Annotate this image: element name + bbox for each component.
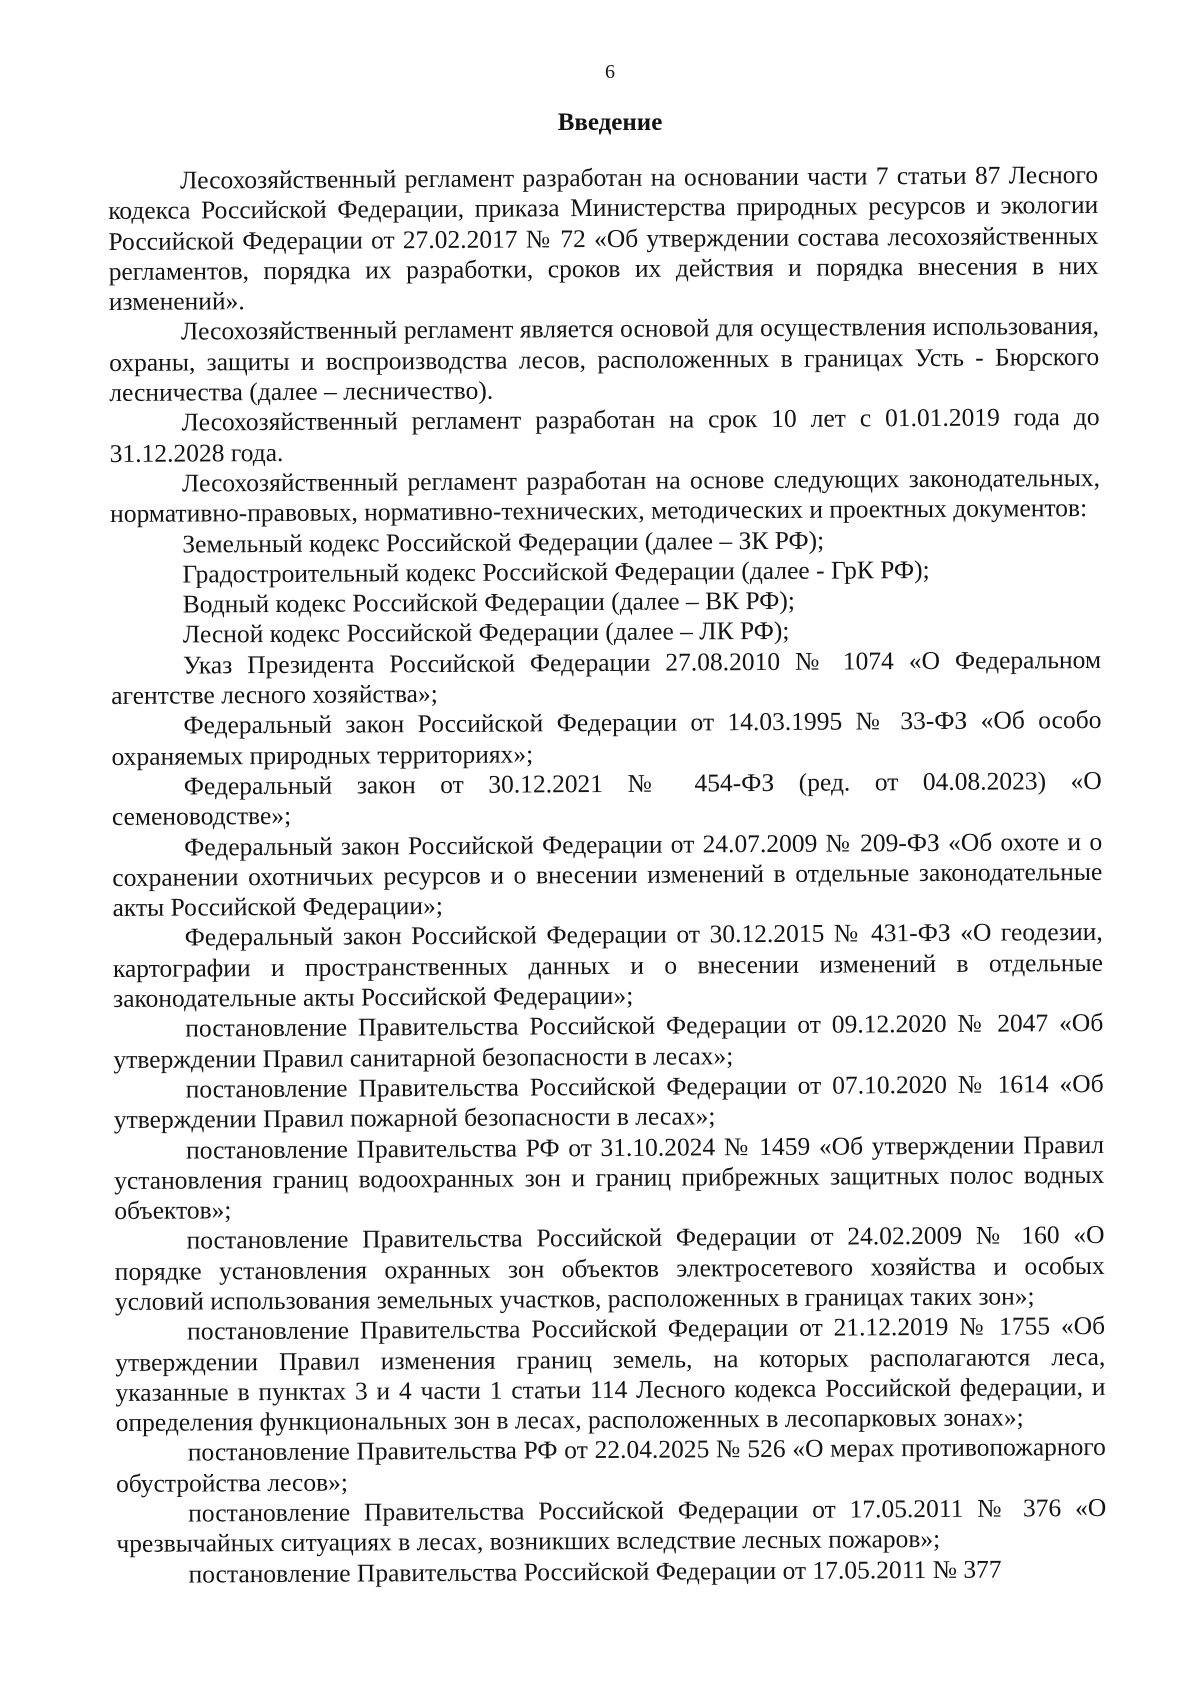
list-item-resolution-160: постановление Правительства Российской Федерации от 24.02.2009 № 160 «О порядке установления охранных зон объектов электросетевого хозяйства и особых условий использования земельных участков, расположенных в границах таких зон»; xyxy=(114,1220,1105,1316)
page-number: 6 xyxy=(605,61,615,83)
list-item-law-33-fz: Федеральный закон Российской Федерации от 14.03.1995 № 33-ФЗ «Об особо охраняемых природных территориях»; xyxy=(111,705,1102,771)
list-item-resolution-377: постановление Правительства Российской Федерации от 17.05.2011 № 377 xyxy=(188,1554,1002,1589)
section-heading: Введение xyxy=(557,109,663,136)
list-item-law-431-fz: Федеральный закон Российской Федерации от 30.12.2015 № 431-ФЗ «О геодезии, картографии и пространственных данных и о внесении изменений в отдельные законодательные акты Российской Федерации»; xyxy=(112,917,1103,1013)
list-item-presidential-decree: Указ Президента Российской Федерации 27.08.2010 № 1074 «О Федеральном агентстве лесного хозяйства»; xyxy=(111,644,1102,711)
list-item-resolution-1614: постановление Правительства Российской Федерации от 07.10.2020 № 1614 «Об утверждении Правил пожарной безопасности в лесах»; xyxy=(113,1068,1104,1135)
list-item-resolution-1459: постановление Правительства РФ от 31.10.2024 № 1459 «Об утверждении Правил установления границ водоохранных зон и границ прибрежных защитных полос водных объектов»; xyxy=(114,1129,1105,1226)
list-item-law-209-fz: Федеральный закон Российской Федерации от 24.07.2009 № 209-ФЗ «Об охоте и о сохранении охотничьих ресурсов и о внесении изменений в отдельные законодательные акты Российской Федерации»; xyxy=(112,826,1103,923)
paragraph-documents-intro: Лесохозяйственный регламент разработан на основе следующих законодательных, нормативно-правовых, нормативно-технических, методических и проектных документов: xyxy=(110,462,1101,529)
list-item-law-454-fz: Федеральный закон от 30.12.2021 № 454-ФЗ (ред. от 04.08.2023) «О семеноводстве»; xyxy=(111,765,1102,832)
list-item-water-code: Водный кодекс Российской Федерации (далее – ВК РФ); xyxy=(182,585,795,619)
list-item-resolution-376: постановление Правительства Российской Федерации от 17.05.2011 № 376 «О чрезвычайных ситуациях в лесах, возникших вследствие лесных пожаров»; xyxy=(116,1492,1107,1559)
body-text xyxy=(108,160,1107,1590)
list-item-land-code: Земельный кодекс Российской Федерации (далее – ЗК РФ); xyxy=(182,525,825,559)
list-item-resolution-2047: постановление Правительства Российской Федерации от 09.12.2020 № 2047 «Об утверждении Правил санитарной безопасности в лесах»; xyxy=(113,1008,1104,1074)
paragraph-regulation-purpose: Лесохозяйственный регламент является основой для осуществления использования, охраны, защиты и воспроизводства лесов, расположенных в границах Усть - Бюрского лесничества (далее – лесничество). xyxy=(109,311,1100,408)
list-item-resolution-526: постановление Правительства РФ от 22.04.2025 № 526 «О мерах противопожарного обустройства лесов»; xyxy=(115,1432,1106,1498)
paragraph-regulation-basis: Лесохозяйственный регламент разработан на основании части 7 статьи 87 Лесного кодекса Российской Федерации, приказа Министерства природных ресурсов и экологии Российской Федерации от 27.02.2017 № 72 «Об утверждении состава лесохозяйственных регламентов, порядка их разработки, сроков их действия и порядка внесения в них изменений». xyxy=(108,159,1099,317)
list-item-forest-code: Лесной кодекс Российской Федерации (далее – ЛК РФ); xyxy=(182,616,790,650)
list-item-resolution-1755: постановление Правительства Российской Федерации от 21.12.2019 № 1755 «Об утверждении Правил изменения границ земель, на которых располагаются леса, указанные в пунктах 3 и 4 части 1 статьи 114 Лесного кодекса Российской федерации, и определения функциональных зон в лесах, расположенных в лесопарковых зонах»; xyxy=(115,1311,1106,1438)
list-item-urban-code: Градостроительный кодекс Российской Федерации (далее - ГрК РФ); xyxy=(182,554,930,589)
paragraph-regulation-term: Лесохозяйственный регламент разработан на срок 10 лет с 01.01.2019 года до 31.12.2028 года. xyxy=(109,402,1100,468)
